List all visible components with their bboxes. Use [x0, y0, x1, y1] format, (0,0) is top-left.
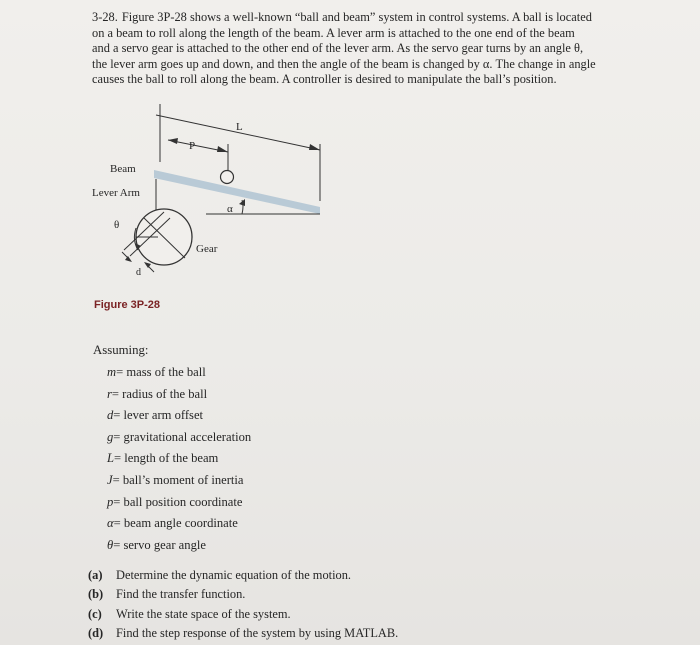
lever-arm-label: Lever Arm [92, 187, 140, 199]
problem-line-5: causes the ball to roll along the beam. A controller is desired to manipulate the ball’s position. [92, 72, 557, 87]
d-label: d [136, 267, 141, 278]
ball [221, 171, 234, 184]
beam-label: Beam [110, 163, 136, 175]
variable-description: = length of the beam [114, 451, 219, 466]
problem-line-2: on a beam to roll along the length of the beam. A lever arm is attached to the one end of the beam [92, 25, 575, 40]
task-text: Determine the dynamic equation of the motion. [116, 568, 352, 582]
problem-statement [92, 10, 632, 88]
variable-symbol: J [107, 472, 113, 487]
variable-symbol: θ [107, 537, 114, 552]
task-id: (b) [88, 587, 104, 602]
task-text: Find the step response of the system by using MATLAB. [116, 626, 399, 641]
list-item [107, 448, 251, 470]
l-label: L [236, 121, 243, 133]
task-text: Write the state space of the system. [116, 606, 291, 621]
gear-label: Gear [196, 243, 218, 255]
variable-symbol: m [107, 365, 117, 379]
list-item [88, 605, 398, 624]
task-text: Find the transfer function. [116, 587, 246, 602]
task-id: (d) [88, 626, 104, 641]
variable-symbol: α [107, 516, 114, 531]
problem-line-3: and a servo gear is attached to the other end of the lever arm. As the servo gear turns by an angle θ, [92, 41, 584, 56]
variable-symbol: r [107, 386, 112, 401]
p-label: P [189, 140, 196, 152]
alpha-label: α [227, 203, 233, 215]
figure-caption: Figure 3P-28 [94, 299, 161, 311]
variable-description: = mass of the ball [116, 365, 206, 379]
list-item [107, 384, 251, 406]
list-item [107, 470, 251, 492]
list-item [107, 513, 251, 535]
tasks-list [88, 566, 398, 644]
assumptions-title: Assuming: [93, 343, 149, 357]
variable-symbol: g [107, 429, 114, 444]
list-item [107, 535, 251, 557]
list-item [107, 405, 251, 427]
variable-description: = lever arm offset [113, 408, 204, 423]
variable-description: = radius of the ball [111, 386, 208, 401]
task-id: (c) [88, 606, 102, 621]
list-item [107, 362, 251, 384]
list-item [88, 566, 398, 585]
theta-label: θ [114, 219, 120, 231]
problem-number: 3-28. [92, 10, 118, 24]
variable-description: = ball’s moment of inertia [112, 472, 244, 487]
list-item [107, 427, 251, 449]
variable-symbol: d [107, 408, 114, 423]
variable-description: = gravitational acceleration [113, 429, 252, 444]
assumptions-list [107, 362, 251, 556]
variable-description: = ball position coordinate [113, 494, 243, 509]
list-item [88, 624, 398, 643]
variable-description: = beam angle coordinate [113, 516, 238, 531]
problem-line-1: 3-28. Figure 3P-28 shows a well-known “ball and beam” system in control systems. A ball is located [92, 10, 592, 24]
variable-symbol: p [107, 494, 114, 509]
list-item [107, 492, 251, 514]
list-item [88, 585, 398, 604]
problem-line-4: the lever arm goes up and down, and then the angle of the beam is changed by α. The change in angle [92, 56, 596, 71]
ball-and-beam-diagram [84, 100, 344, 290]
variable-symbol: L [107, 451, 115, 466]
beam-shape [154, 170, 320, 214]
variable-description: = servo gear angle [113, 537, 206, 552]
task-id: (a) [88, 568, 103, 582]
